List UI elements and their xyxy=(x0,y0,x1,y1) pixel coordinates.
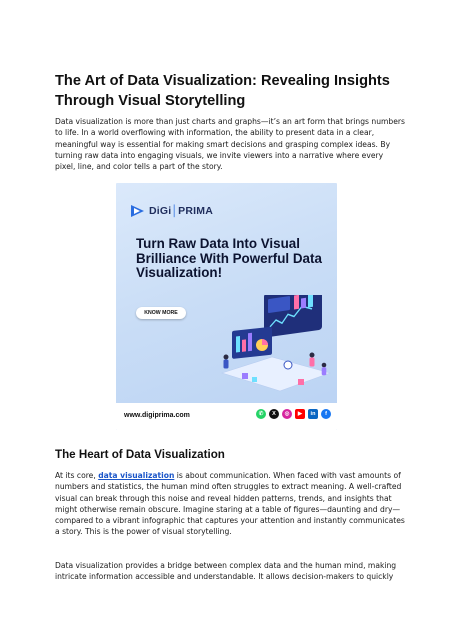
brand-name-part2: PRIMA xyxy=(178,205,213,217)
linkedin-icon[interactable]: in xyxy=(308,409,318,419)
social-icons-row xyxy=(256,409,331,419)
banner-website-url[interactable]: www.digiprima.com xyxy=(124,412,190,419)
p2-text-after-link: is about communication. When faced with vast amounts of numbers and statistics, the human mind often struggles to extract meaning. A well-crafted visual can break through this noise and reveal hidden patterns, trends, and insights that might otherwise remain obscure. Imagine staring at a table of figures—daunting and dry—compared to a vibrant infographic that captures your attention and instantly communicates a story. This is the power of visual storytelling. xyxy=(55,471,405,537)
article-title: The Art of Data Visualization: Revealing Insights Through Visual Storytelling xyxy=(55,73,390,109)
instagram-icon[interactable]: ◎ xyxy=(282,409,292,419)
brand-logo-text xyxy=(149,205,213,217)
intro-paragraph: Data visualization is more than just charts and graphs—it’s an art form that brings numbers to life. In a world overflowing with information, the ability to present data in a clear, meaningful way is essential for making smart decisions and grasping complex ideas. By turning raw data into engaging visuals, we invite viewers into a narrative where every pixel, line, and color tells a part of the story. xyxy=(55,117,406,172)
brand-separator: │ xyxy=(171,205,179,217)
section-heading: The Heart of Data Visualization xyxy=(55,448,225,461)
heart-paragraph xyxy=(55,470,405,538)
youtube-icon[interactable]: ▶ xyxy=(295,409,305,419)
x-icon[interactable]: X xyxy=(269,409,279,419)
bridge-paragraph: Data visualization provides a bridge between complex data and the human mind, making intricate information accessible and understandable. It allows decision-makers to quickly xyxy=(55,561,397,582)
brand-name-part1: DiGi xyxy=(149,205,172,217)
digiprima-logo-icon xyxy=(130,204,145,218)
whatsapp-icon[interactable]: ✆ xyxy=(256,409,266,419)
dashboard-illustration xyxy=(212,295,337,395)
know-more-button[interactable]: KNOW MORE xyxy=(136,307,186,319)
banner-footer xyxy=(116,403,337,430)
facebook-icon[interactable]: f xyxy=(321,409,331,419)
p2-text-before-link: At its core, xyxy=(55,471,99,480)
promo-banner-image[interactable] xyxy=(116,183,337,430)
banner-headline: Turn Raw Data Into Visual Brilliance With Powerful Data Visualization! xyxy=(136,236,322,281)
data-visualization-link[interactable]: data visualization xyxy=(98,471,175,480)
